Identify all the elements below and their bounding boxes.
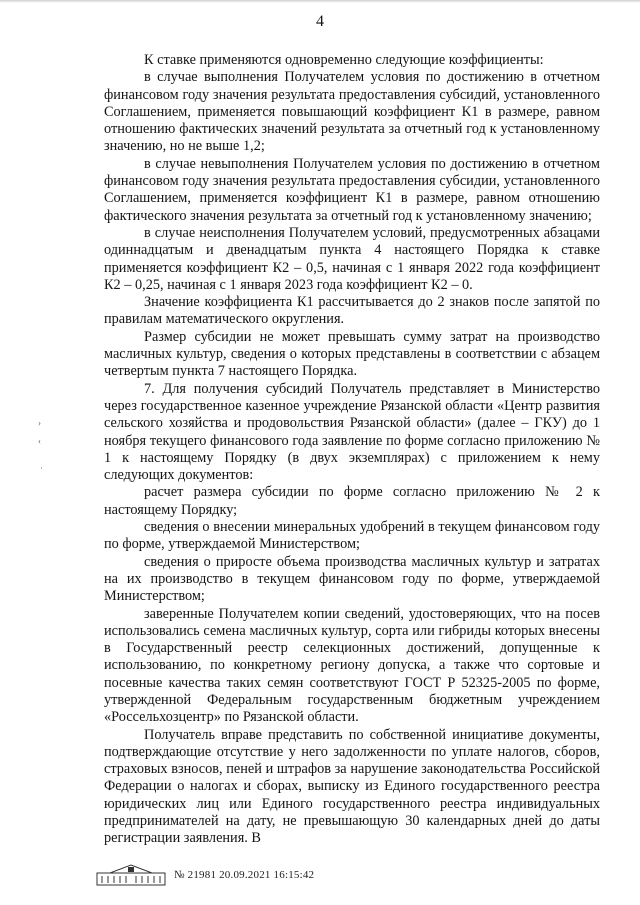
paragraph: К ставке применяются одновременно следующие коэффициенты: xyxy=(144,52,544,68)
paragraph: расчет размера субсидии по форме согласно приложению № 2 к настоящему Порядку; xyxy=(104,484,600,518)
document-body xyxy=(104,52,600,848)
paragraph: сведения о внесении минеральных удобрений в текущем финансовом году по форме, утверждаемой Министерством; xyxy=(104,519,600,553)
margin-mark: · xyxy=(40,463,43,473)
paragraph: Значение коэффициента К1 рассчитывается до 2 знаков после запятой по правилам математического округления. xyxy=(104,294,600,328)
registry-stamp-icon xyxy=(96,864,166,886)
paragraph: Размер субсидии не может превышать сумму затрат на производство масличных культур, сведения о которых представлены в соответствии с абзацем четвертым пункта 7 настоящего Порядка. xyxy=(104,328,600,380)
margin-mark: › xyxy=(38,418,41,428)
paragraph: сведения о приросте объема производства масличных культур и затратах на их производство в текущем финансовом году по форме, утверждаемой Министерством; xyxy=(104,553,600,605)
page-number: 4 xyxy=(316,13,324,30)
scan-edge xyxy=(0,0,640,3)
margin-mark: ‹ xyxy=(38,436,41,446)
paragraph: в случае выполнения Получателем условия по достижению в отчетном финансовом году значения результата предоставления субсидий, установленного Соглашением, применяется повышающий коэффициент К1 в размере, равном отношению фактических значений результата за отчетный год к установленному значению, но не выше 1,2; xyxy=(104,69,600,155)
registration-number: № 21981 20.09.2021 16:15:42 xyxy=(174,869,315,881)
document-footer xyxy=(96,864,314,886)
paragraph: в случае неисполнения Получателем условий, предусмотренных абзацами одиннадцатым и двенадцатым пункта 4 настоящего Порядка к ставке применяется коэффициент К2 – 0,5, начиная с 1 января 2022 года коэффициент К2 – 0,25, начиная с 1 января 2023 года коэффициент К2 – 0. xyxy=(104,224,600,293)
paragraph: Получатель вправе представить по собственной инициативе документы, подтверждающие отсутствие у него задолженности по уплате налогов, сборов, страховых взносов, пеней и штрафов за нарушение законодательства Российской Федерации о налогах и сборах, выписку из Единого государственного реестра юридических лиц или Единого государственного реестра индивидуальных предпринимателей на дату, не превышающую 30 календарных дней до даты регистрации заявления. В xyxy=(104,726,600,847)
paragraph: 7. Для получения субсидий Получатель представляет в Министерство через государственное казенное учреждение Рязанской области «Центр развития сельского хозяйства и продовольствия Рязанской области» (далее – ГКУ) до 1 ноября текущего финансового года заявление по форме согласно приложению № 1 к настоящему Порядку (в двух экземплярах) с приложением к нему следующих документов: xyxy=(104,380,600,484)
paragraph: в случае невыполнения Получателем условия по достижению в отчетном финансовом году значения результата предоставления субсидии, установленного Соглашением, применяется коэффициент К1 в размере, равном отношению фактического значения результата за отчетный год к установленному значению; xyxy=(104,155,600,224)
paragraph: заверенные Получателем копии сведений, удостоверяющих, что на посев использовались семена масличных культур, сорта или гибриды которых внесены в Государственный реестр селекционных достижений, допущенные к использованию, по конкретному региону допуска, а также что сортовые и посевные качества таких семян соответствуют ГОСТ Р 52325-2005 по форме, утвержденной Федеральным государственным бюджетным учреждением «Россельхозцентр» по Рязанской области. xyxy=(104,605,600,726)
